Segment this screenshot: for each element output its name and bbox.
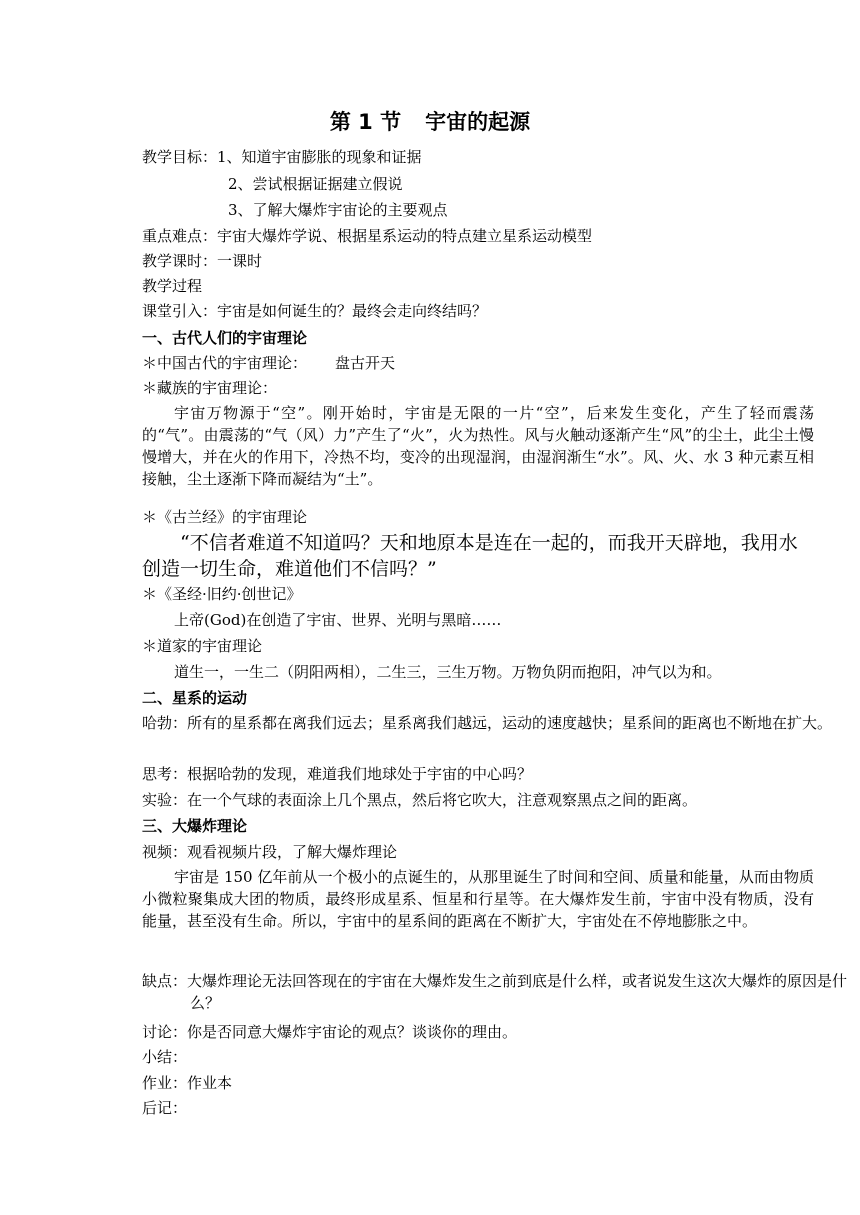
tao-label: ＊道家的宇宙理论 [142,637,263,655]
bible-text: 上帝(God)在创造了宇宙、世界、光明与黑暗…… [174,611,502,629]
koran-theory-label: ＊《古兰经》的宇宙理论 [142,508,308,526]
think-text: 思考：根据哈勃的发现，难道我们地球处于宇宙的中心吗？ [142,765,533,783]
summary-label: 小结： [142,1048,188,1066]
bible-label: ＊《圣经·旧约·创世记》 [142,585,302,603]
experiment-text: 实验：在一个气球的表面涂上几个黑点，然后将它吹大，注意观察黑点之间的距离。 [142,791,698,809]
process-label: 教学过程 [142,277,203,295]
hubble-text: 哈勃：所有的星系都在离我们远去；星系离我们越远，运动的速度越快；星系间的距离也不断地在扩大。 [142,714,833,732]
page-title [0,106,860,136]
class-hours: 教学课时：一课时 [142,252,263,270]
notes-label: 后记： [142,1099,188,1117]
title-subject: 宇宙的起源 [425,110,531,134]
video-text: 视频：观看视频片段，了解大爆炸理论 [142,843,398,861]
goal-item-1: 1、知道宇宙膨胀的现象和证据 [217,148,422,166]
tibet-theory-label: ＊藏族的宇宙理论： [142,379,278,397]
china-theory-label: ＊中国古代的宇宙理论： [142,354,308,372]
goal-item-3: 3、了解大爆炸宇宙论的主要观点 [228,201,448,219]
title-section: 第 1 节 [329,110,402,134]
china-theory [142,353,395,373]
discussion-text: 讨论：你是否同意大爆炸宇宙论的观点？谈谈你的理由。 [142,1023,518,1041]
big-bang-text: 宇宙是 150 亿年前从一个极小的点诞生的，从那里诞生了时间和空间、质量和能量，从而由物质小微粒聚集成大团的物质，最终形成星系、恒星和行星等。在大爆炸发生前，宇宙中没有物质，没有能量，甚至没有生命。所以，宇宙中的星系间的距离在不断扩大，宇宙处在不停地膨胀之中。 [142,868,814,930]
china-theory-value: 盘古开天 [335,354,396,372]
koran-theory-text: “不信者难道不知道吗？天和地原本是连在一起的，而我开天辟地，我用水创造一切生命，难道他们不信吗？” [142,532,798,580]
flaw-text: 缺点：大爆炸理论无法回答现在的宇宙在大爆炸发生之前到底是什么样，或者说发生这次大爆炸的原因是什么？ [142,972,848,1012]
section-1-heading: 一、古代人们的宇宙理论 [142,329,308,347]
goals-line [142,147,422,167]
homework-line: 作业：作业本 [142,1074,233,1092]
goals-label: 教学目标： [142,148,218,166]
intro-line: 课堂引入：宇宙是如何诞生的？最终会走向终结吗？ [142,302,488,320]
goal-item-2: 2、尝试根据证据建立假说 [228,175,403,193]
tibet-theory-text: 宇宙万物源于“空”。刚开始时，宇宙是无限的一片“空”，后来发生变化，产生了轻而震荡的“气”。由震荡的“气（风）力”产生了“火”，火为热性。风与火触动逐渐产生“风”的尘土，此尘土慢慢增大，并在火的作用下，冷热不均，变冷的出现湿润，由湿润渐生“水”。风、火、水 3 种元素互相接触，尘土逐渐下降而凝结为“土”。 [142,404,814,488]
section-2-heading: 二、星系的运动 [142,689,248,707]
tao-text: 道生一，一生二（阴阳两相），二生三，三生万物。万物负阴而抱阳，冲气以为和。 [174,663,722,681]
section-3-heading: 三、大爆炸理论 [142,817,248,835]
key-points: 重点难点：宇宙大爆炸学说、根据星系运动的特点建立星系运动模型 [142,227,593,245]
